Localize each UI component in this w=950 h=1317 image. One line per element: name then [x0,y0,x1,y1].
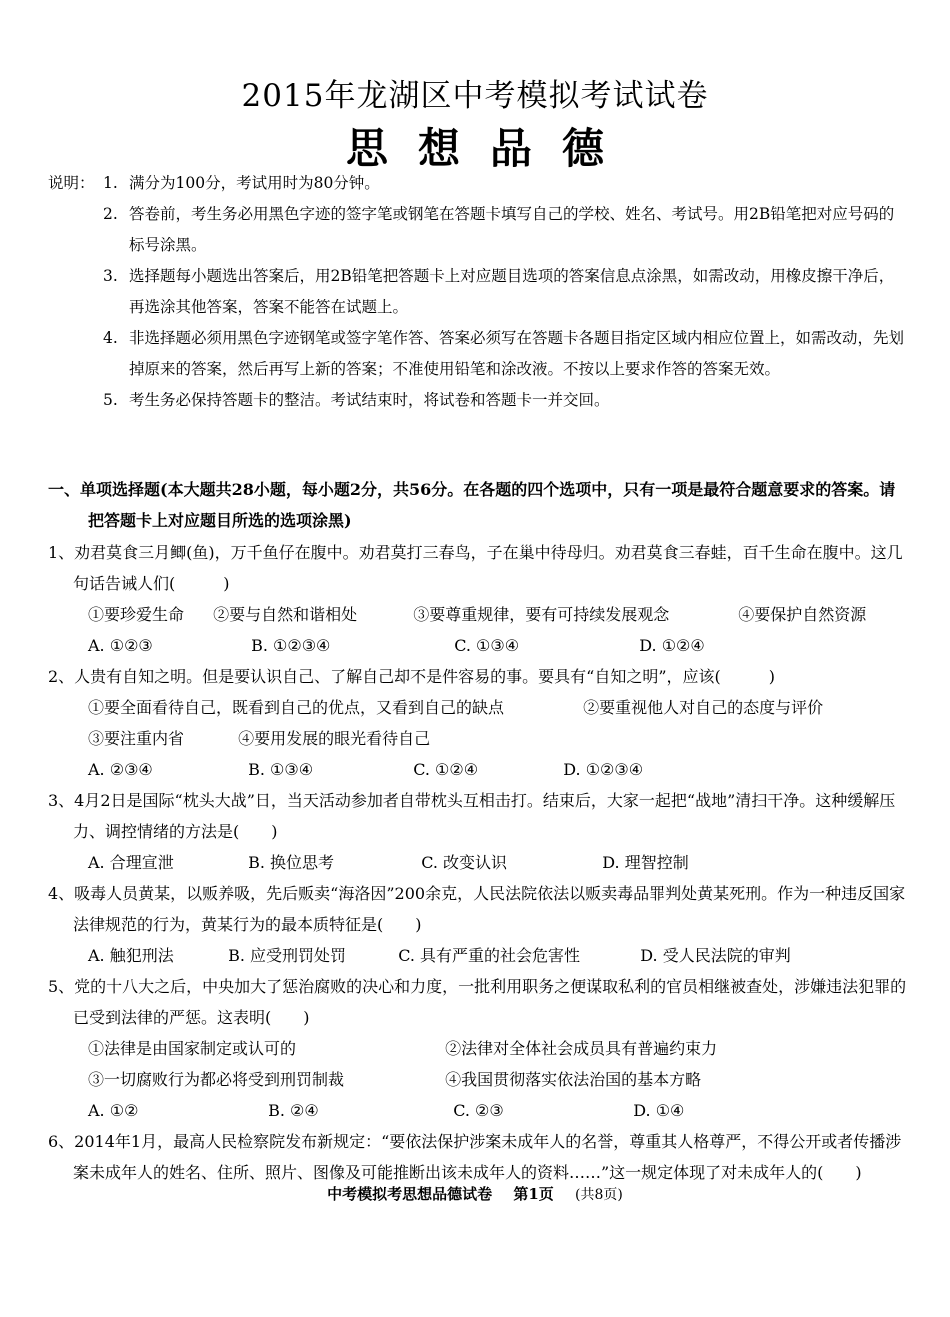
question-6 [48,1126,908,1188]
footer-page-number: 第1页 [513,1185,554,1203]
note-text: 选择题每小题选出答案后，用2B铅笔把答题卡上对应题目选项的答案信息点涂黑，如需改动，用橡皮擦干净后，再选涂其他答案，答案不能答在试题上。 [129,267,895,316]
statement: ②要重视他人对自己的态度与评价 [583,698,824,717]
option-a: A. ①② [88,1101,139,1120]
option-c: C. ①②④ [413,760,479,779]
option-d: D. ①④ [633,1101,685,1120]
option-b: B. ②④ [268,1101,319,1120]
option-d: D. ①②③④ [563,760,644,779]
page-footer [0,1183,950,1204]
option-d: D. 理智控制 [602,853,689,872]
question-list [48,537,908,1188]
note-number: 2. [103,205,118,223]
note-item [48,168,908,199]
question-stem: 1、劝君莫食三月鲫(鱼)，万千鱼仔在腹中。劝君莫打三春鸟，子在巢中待母归。劝君莫食三春蛙，百千生命在腹中。这几句话告诫人们( ) [48,543,903,593]
statement: ②法律对全体社会成员具有普遍约束力 [445,1039,718,1058]
options-line [48,1095,908,1126]
section-heading: 一、单项选择题(本大题共28小题，每小题2分，共56分。在各题的四个选项中，只有一项是最符合题意要求的答案。请把答题卡上对应题目所选的选项涂黑) [48,480,896,530]
question-stem: 3、4月2日是国际“枕头大战”日，当天活动参加者自带枕头互相击打。结束后，大家一起把“战地”清扫干净。这种缓解压力、调控情绪的方法是( ) [48,791,896,841]
option-d: D. 受人民法院的审判 [640,946,791,965]
statement: ①要全面看待自己，既看到自己的优点，又看到自己的缺点 [88,698,505,717]
options-line [48,847,908,878]
question-2 [48,661,908,785]
statement: ①法律是由国家制定或认可的 [88,1039,297,1058]
statement: ①要珍爱生命 [88,605,185,624]
note-number: 1. [103,174,118,192]
note-number: 4. [103,329,118,347]
question-1 [48,537,908,661]
page-title: 2015年龙湖区中考模拟考试试卷 [241,78,709,114]
statement: ④要用发展的眼光看待自己 [238,729,431,748]
option-b: B. 换位思考 [248,853,335,872]
statement: ④我国贯彻落实依法治国的基本方略 [445,1070,702,1089]
option-d: D. ①②④ [639,636,705,655]
note-number: 3. [103,267,118,285]
statement-line [48,1033,908,1064]
option-b: B. 应受刑罚处罚 [228,946,347,965]
statement: ③一切腐败行为都必将受到刑罚制裁 [88,1070,345,1089]
option-c: C. 具有严重的社会危害性 [398,946,581,965]
statement: ③要注重内省 [88,729,185,748]
option-b: B. ①②③④ [251,636,331,655]
note-number: 5. [103,391,118,409]
question-stem: 4、吸毒人员黄某，以贩养吸，先后贩卖“海洛因”200余克，人民法院依法以贩卖毒品罪判处黄某死刑。作为一种违反国家法律规范的行为，黄某行为的最本质特征是( ) [48,884,906,934]
statement: ③要尊重规律，要有可持续发展观念 [413,605,670,624]
question-stem: 5、党的十八大之后，中央加大了惩治腐败的决心和力度，一批利用职务之便谋取私利的官员相继被查处，涉嫌违法犯罪的已受到法律的严惩。这表明( ) [48,977,907,1027]
note-item [48,385,908,416]
option-c: C. ①③④ [454,636,520,655]
question-stem: 6、2014年1月，最高人民检察院发布新规定：“要依法保护涉案未成年人的名誉，尊重其人格尊严，不得公开或者传播涉案未成年人的姓名、住所、照片、图像及可能推断出该未成年人的资料……”这一规定体现了对未成年人的( ) [48,1132,902,1182]
note-text: 答卷前，考生务必用黑色字迹的签字笔或钢笔在答题卡填写自己的学校、姓名、考试号。用2B铅笔把对应号码的标号涂黑。 [129,205,895,254]
option-a: A. ②③④ [88,760,153,779]
options-line [48,940,908,971]
question-3 [48,785,908,878]
option-c: C. 改变认识 [421,853,508,872]
options-line [48,754,908,785]
note-item [48,261,908,323]
option-a: A. ①②③ [88,636,153,655]
option-c: C. ②③ [453,1101,504,1120]
statement: ②要与自然和谐相处 [213,605,358,624]
question-4 [48,878,908,971]
statement-line [48,599,908,630]
subject-title: 思想品德 [345,124,634,173]
note-text: 满分为100分，考试用时为80分钟。 [129,174,380,192]
note-item [48,199,908,261]
note-text: 考生务必保持答题卡的整洁。考试结束时，将试卷和答题卡一并交回。 [129,391,610,409]
option-a: A. 触犯刑法 [88,946,174,965]
instructions [48,168,908,416]
note-text: 非选择题必须用黑色字迹钢笔或签字笔作答、答案必须写在答题卡各题目指定区域内相应位置上，如需改动，先划掉原来的答案，然后再写上新的答案；不准使用铅笔和涂改液。不按以上要求作答的答案无效。 [129,329,905,378]
option-b: B. ①③④ [248,760,314,779]
statement-line [48,723,908,754]
statement: ④要保护自然资源 [738,605,867,624]
footer-total-pages: (共8页) [575,1187,623,1203]
option-a: A. 合理宣泄 [88,853,174,872]
notes-label: 说明： [48,174,95,192]
statement-line [48,692,908,723]
note-item [48,323,908,385]
question-stem: 2、人贵有自知之明。但是要认识自己、了解自己却不是件容易的事。要具有“自知之明”，应该( ) [48,667,776,686]
options-line [48,630,908,661]
footer-title: 中考模拟考思想品德试卷 [327,1185,493,1203]
question-5 [48,971,908,1126]
statement-line [48,1064,908,1095]
